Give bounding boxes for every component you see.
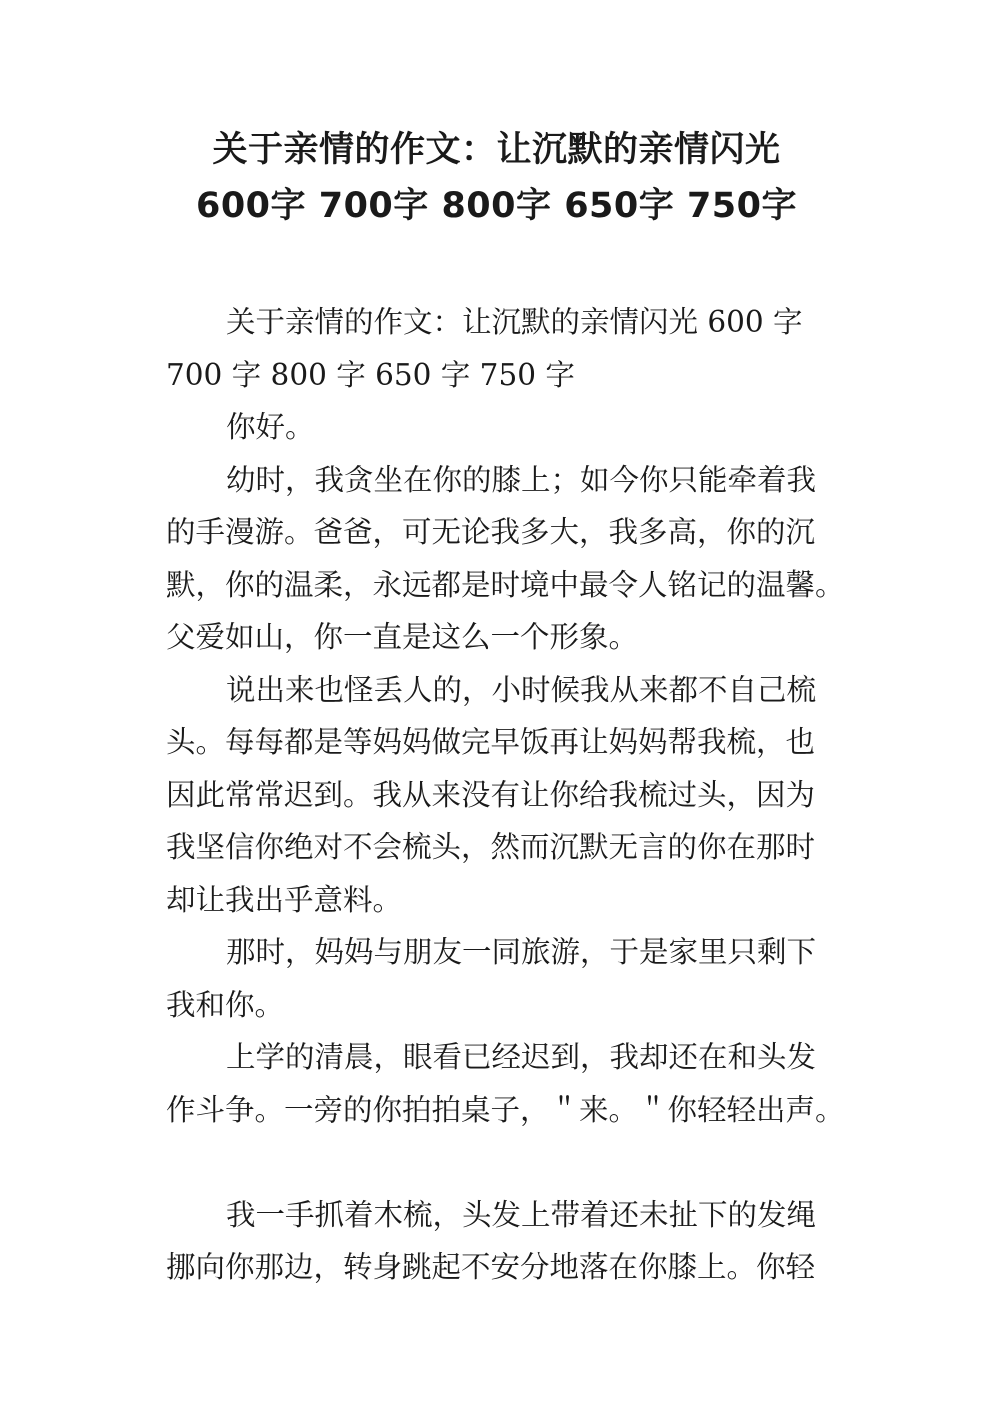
text-line: 你好。 [226, 410, 315, 444]
paragraph [166, 401, 830, 454]
text-line: 那时，妈妈与朋友一同旅游，于是家里只剩下 [226, 935, 817, 969]
paragraph [166, 664, 830, 927]
text-line: 700 字 800 字 650 字 750 字 [166, 357, 575, 392]
text-line: 幼时，我贪坐在你的膝上；如今你只能牵着我 [226, 462, 817, 497]
text-line: 默，你的温柔，永远都是时境中最令人铭记的温馨。 [166, 567, 845, 602]
text-line: 因此常常迟到。我从来没有让你给我梳过头，因为 [166, 777, 816, 812]
text-line: 我一手抓着木梳，头发上带着还未扯下的发绳 [226, 1197, 817, 1232]
paragraph [166, 296, 830, 401]
text-line: 上学的清晨，眼看已经迟到，我却还在和头发 [226, 1040, 817, 1074]
text-line: 我坚信你绝对不会梳头，然而沉默无言的你在那时 [166, 830, 816, 864]
text-line: 却让我出乎意料。 [166, 882, 403, 917]
title-line-2: 600字 700字 800字 650字 750字 [195, 186, 798, 226]
paragraph-gap [166, 1136, 830, 1189]
text-line: 头。每每都是等妈妈做完早饭再让妈妈帮我梳，也 [166, 725, 816, 759]
title-line-1: 关于亲情的作文：让沉默的亲情闪光 [212, 130, 781, 170]
document-body [166, 296, 845, 1294]
paragraph [166, 1189, 830, 1294]
text-line: 挪向你那边，转身跳起不安分地落在你膝上。你轻 [166, 1250, 816, 1284]
text-line: 关于亲情的作文：让沉默的亲情闪光 600 字 [226, 305, 803, 339]
paragraph [166, 454, 845, 664]
text-line: 的手漫游。爸爸，可无论我多大，我多高，你的沉 [166, 515, 816, 549]
text-line: 父爱如山，你一直是这么一个形象。 [166, 620, 639, 654]
paragraph [166, 926, 830, 1031]
text-line: 说出来也怪丢人的，小时候我从来都不自己梳 [226, 672, 817, 707]
text-line: 我和你。 [166, 987, 285, 1022]
text-line: 作斗争。一旁的你拍拍桌子，＂来。＂你轻轻出声。 [166, 1092, 845, 1127]
paragraph [166, 1031, 845, 1136]
document-title [120, 122, 873, 234]
